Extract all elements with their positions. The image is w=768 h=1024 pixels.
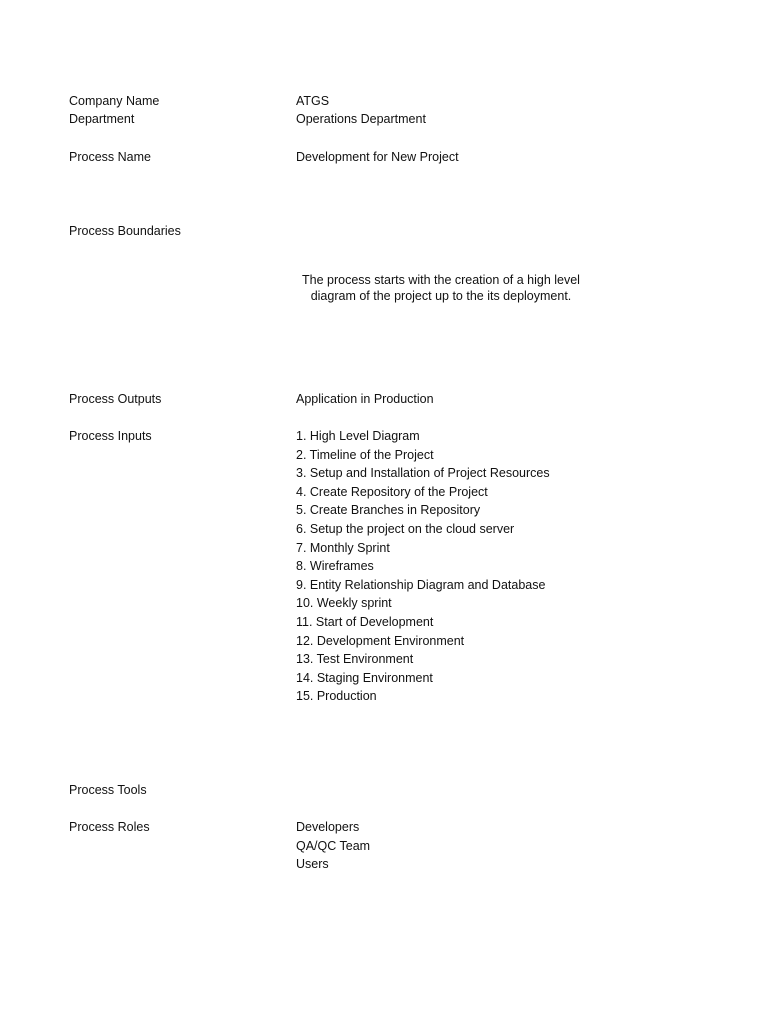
list-item: 9. Entity Relationship Diagram and Database bbox=[296, 577, 546, 592]
process-outputs-value: Application in Production bbox=[296, 392, 434, 406]
department-value: Operations Department bbox=[296, 112, 426, 126]
process-inputs-list bbox=[296, 427, 550, 706]
company-name-label: Company Name bbox=[69, 94, 160, 108]
process-role-qa-qc-team: QA/QC Team bbox=[296, 839, 371, 853]
list-item: 4. Create Repository of the Project bbox=[296, 484, 488, 499]
process-name-label: Process Name bbox=[69, 150, 151, 164]
process-boundaries-text: The process starts with the creation of a high level diagram of the project up to the its deployment. bbox=[302, 273, 580, 303]
process-outputs-label: Process Outputs bbox=[69, 392, 162, 406]
list-item: 13. Test Environment bbox=[296, 652, 414, 667]
list-item: 14. Staging Environment bbox=[296, 670, 433, 685]
company-name-value: ATGS bbox=[296, 94, 330, 108]
process-role-users: Users bbox=[296, 857, 329, 871]
process-tools-label: Process Tools bbox=[69, 783, 147, 797]
process-roles-label: Process Roles bbox=[69, 820, 150, 834]
list-item: 10. Weekly sprint bbox=[296, 596, 392, 611]
list-item: 5. Create Branches in Repository bbox=[296, 503, 481, 518]
process-name-value: Development for New Project bbox=[296, 150, 459, 164]
list-item: 3. Setup and Installation of Project Resources bbox=[296, 466, 550, 481]
process-inputs-label: Process Inputs bbox=[69, 429, 152, 443]
list-item: 11. Start of Development bbox=[296, 614, 434, 629]
list-item: 1. High Level Diagram bbox=[296, 429, 420, 443]
list-item: 15. Production bbox=[296, 689, 377, 704]
list-item: 2. Timeline of the Project bbox=[296, 447, 434, 462]
list-item: 12. Development Environment bbox=[296, 633, 465, 648]
list-item: 7. Monthly Sprint bbox=[296, 540, 390, 555]
list-item: 8. Wireframes bbox=[296, 559, 374, 574]
process-boundaries-label: Process Boundaries bbox=[69, 224, 181, 238]
list-item: 6. Setup the project on the cloud server bbox=[296, 521, 515, 536]
department-label: Department bbox=[69, 112, 135, 126]
process-role-developers: Developers bbox=[296, 820, 360, 834]
